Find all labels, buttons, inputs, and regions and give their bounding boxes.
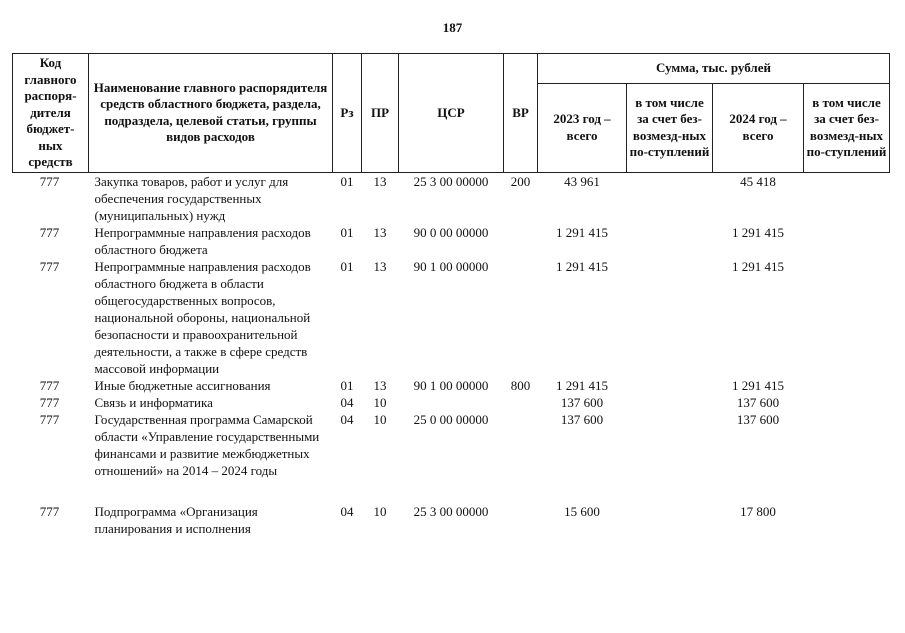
header-vr: ВР [504, 54, 538, 173]
row-csr: 25 3 00 00000 [413, 173, 489, 189]
row-vr [504, 224, 538, 258]
row-rz: 01 [340, 377, 354, 393]
row-2024-free [804, 503, 890, 537]
row-vr [504, 411, 538, 479]
row-2024-free [804, 172, 890, 224]
page-number: 187 [442, 20, 463, 35]
header-rz: Рз [333, 54, 362, 173]
row-rz: 04 [340, 394, 354, 410]
row-2023-total: 137 600 [560, 394, 604, 410]
row-2023-free [627, 377, 713, 394]
header-csr: ЦСР [399, 54, 504, 173]
row-vr: 200 [510, 173, 531, 189]
row-vr [504, 258, 538, 377]
row-2023-total: 1 291 415 [556, 377, 608, 393]
row-2024-total: 1 291 415 [732, 258, 784, 274]
row-code: 777 [39, 173, 60, 189]
budget-table [12, 53, 890, 537]
row-2023-free [627, 258, 713, 377]
row-code: 777 [39, 503, 60, 519]
row-pr: 13 [373, 224, 387, 240]
row-2024-total: 17 800 [740, 503, 776, 519]
row-2023-free [627, 411, 713, 479]
row-2024-total: 45 418 [740, 173, 776, 189]
row-2023-total: 15 600 [564, 503, 600, 519]
header-code: Код главного распоря-дителя бюджет-ных средств [13, 54, 89, 173]
row-2024-total: 137 600 [736, 411, 780, 427]
row-2023-total: 1 291 415 [556, 224, 608, 240]
row-2024-total: 137 600 [736, 394, 780, 410]
row-csr: 25 3 00 00000 [413, 503, 489, 519]
row-2024-free [804, 377, 890, 394]
row-code: 777 [39, 258, 60, 274]
row-vr: 800 [510, 377, 531, 393]
row-2024-free [804, 258, 890, 377]
row-2024-total: 1 291 415 [732, 377, 784, 393]
row-name: Государственная программа Самарской области «Управление государственными финансами и развитие межбюджетных отношений» на 2014 – 2024 годы [94, 411, 320, 478]
row-2023-free [627, 172, 713, 224]
row-2023-total: 43 961 [564, 173, 600, 189]
row-name: Закупка товаров, работ и услуг для обеспечения государственных (муниципальных) нужд [94, 173, 289, 223]
row-pr: 13 [373, 258, 387, 274]
header-sum: Сумма, тыс. рублей [538, 54, 890, 84]
row-code: 777 [39, 377, 60, 393]
table-row [13, 172, 890, 224]
row-name: Связь и информатика [94, 394, 213, 410]
row-vr [504, 503, 538, 537]
header-2023-free: в том числе за счет без-возмезд-ных по-ступлений [627, 84, 713, 172]
row-name: Иные бюджетные ассигнования [94, 377, 271, 393]
row-2023-total: 137 600 [560, 411, 604, 427]
header-2024-total: 2024 год – всего [713, 84, 804, 172]
row-pr: 10 [373, 411, 387, 427]
row-2024-free [804, 224, 890, 258]
row-vr [504, 394, 538, 411]
row-csr: 90 1 00 00000 [413, 377, 489, 393]
header-2023-total: 2023 год – всего [538, 84, 627, 172]
header-name: Наименование главного распорядителя средств областного бюджета, раздела, подраздела, целевой статьи, группы видов расходов [89, 54, 333, 173]
row-2023-total: 1 291 415 [556, 258, 608, 274]
table-row [13, 224, 890, 258]
row-2024-free [804, 394, 890, 411]
row-pr: 10 [373, 394, 387, 410]
row-csr: 25 0 00 00000 [413, 411, 489, 427]
row-2024-free [804, 411, 890, 479]
row-2024-total: 1 291 415 [732, 224, 784, 240]
row-pr: 13 [373, 173, 387, 189]
table-row [13, 394, 890, 411]
row-rz: 04 [340, 411, 354, 427]
header-pr: ПР [362, 54, 399, 173]
header-2024-free: в том числе за счет без-возмезд-ных по-ступлений [804, 84, 890, 172]
row-code: 777 [39, 224, 60, 240]
row-name: Непрограммные направления расходов областного бюджета [94, 224, 311, 257]
row-code: 777 [39, 411, 60, 427]
table-row [13, 258, 890, 377]
row-name: Подпрограмма «Организация планирования и исполнения [94, 503, 258, 536]
row-name: Непрограммные направления расходов областного бюджета в области общегосударственных вопросов, национальной обороны, национальной безопасности и правоохранительной деятельности, а также в сфере средств массовой информации [94, 258, 311, 376]
row-rz: 01 [340, 224, 354, 240]
row-csr: 90 1 00 00000 [413, 258, 489, 274]
row-csr: 90 0 00 00000 [413, 224, 489, 240]
row-code: 777 [39, 394, 60, 410]
row-pr: 10 [373, 503, 387, 519]
table-row [13, 503, 890, 537]
row-2023-free [627, 394, 713, 411]
row-csr [399, 394, 504, 411]
row-rz: 01 [340, 173, 354, 189]
row-2023-free [627, 503, 713, 537]
row-2023-free [627, 224, 713, 258]
table-row [13, 411, 890, 479]
row-rz: 04 [340, 503, 354, 519]
table-row [13, 377, 890, 394]
row-pr: 13 [373, 377, 387, 393]
row-rz: 01 [340, 258, 354, 274]
row-spacer [13, 479, 890, 503]
